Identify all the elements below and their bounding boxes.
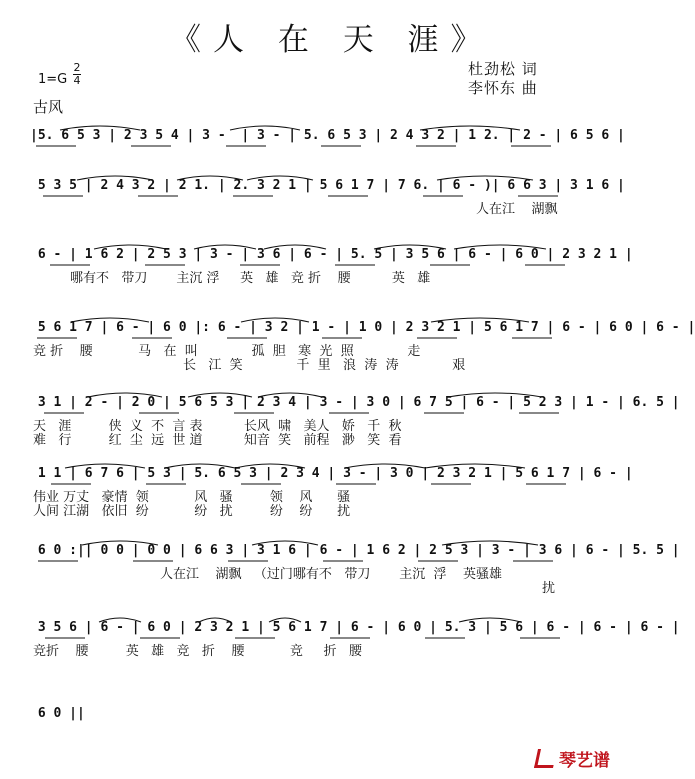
notation-marks [0, 247, 626, 287]
notation-marks [0, 543, 626, 583]
jianpu-notes: 6 - | 1 6 2 | 2 5 3 | 3 - | 3 6 | 6 - | 5. 5 | 3 5 6 | 6 - | 6 0 | 2 3 2 1 | [30, 247, 633, 262]
slur-mark [459, 618, 521, 622]
lyric-line: 人在江 湖飘 [476, 202, 558, 217]
staff-row [0, 395, 680, 448]
composer-credit: 李怀东 曲 [468, 79, 538, 97]
slur-mark [94, 245, 166, 249]
lyricist-credit: 杜劲松 词 [468, 60, 538, 78]
slur-mark [65, 464, 145, 468]
slur-mark [88, 393, 162, 397]
jianpu-notes: 6 0 :|| 0 0 | 0 0 | 6 6 3 | 3 1 6 | 6 - | 1 6 2 | 2 5 3 | 3 - | 3 6 | 6 - | 5. 5 | [30, 543, 680, 558]
style-marking: 古风 [33, 98, 64, 116]
slur-mark [442, 541, 538, 545]
slur-mark [264, 245, 326, 249]
slur-mark [199, 618, 231, 622]
staff-row [0, 706, 626, 746]
slur-mark [252, 541, 318, 545]
slur-mark [177, 176, 243, 180]
lyric-line: 长 江 笑 千 里 浪 涛 涛 艰 [183, 358, 466, 373]
lyric-line: 天 涯 侠 义 不 言 表 长风 啸 美人 娇 千 秋 [33, 419, 402, 434]
slur-mark [258, 393, 322, 397]
notation-marks [0, 178, 626, 218]
watermark-logo [536, 746, 610, 771]
staff-row [0, 466, 633, 519]
slur-mark [60, 126, 140, 130]
slur-mark [448, 393, 542, 397]
slur-mark [194, 245, 256, 249]
notation-marks [0, 620, 626, 660]
slur-mark [431, 318, 529, 322]
jianpu-notes: 5 3 5 | 2 4 3 2 | 2 1. | 2. 3 2 1 | 5 6 1 7 | 7 6. | 6 - )| 6 6 3 | 3 1 6 | [30, 178, 625, 193]
time-signature-top: 2 [73, 61, 81, 74]
staff-row [0, 128, 626, 168]
slur-mark [99, 618, 141, 622]
slur-mark [230, 126, 300, 130]
jianpu-notes: 1 1 | 6 7 6 | 5 3 | 5. 6 5 3 | 2 3 4 | 3 - | 3 0 | 2 3 2 1 | 5 6 1 7 | 6 - | [30, 466, 633, 481]
slur-mark [82, 541, 158, 545]
notation-marks [0, 320, 626, 360]
notation-marks [0, 466, 626, 506]
lyric-line: 竞 折 腰 马 在 叫 孤 胆 寒 光 照 走 [33, 344, 421, 359]
notation-marks [0, 706, 626, 746]
key-signature: 1=G [38, 72, 68, 87]
slur-mark [165, 464, 235, 468]
watermark-brand: 琴艺谱 [559, 751, 610, 771]
slur-mark [345, 464, 425, 468]
staff-row [0, 320, 695, 373]
lyric-line: 难 行 红 尘 远 世 道 知音 笑 前程 渺 笑 看 [33, 433, 402, 448]
slur-mark [247, 176, 313, 180]
slur-mark [437, 176, 533, 180]
slur-mark [71, 318, 149, 322]
jianpu-notes: |5. 6 5 3 | 2 3 5 4 | 3 - | 3 - | 5. 6 5 3 | 2 4 3 2 | 1 2. | 2 - | 6 5 6 | [30, 128, 625, 143]
time-signature-bottom: 4 [73, 74, 81, 87]
slur-mark [420, 126, 520, 130]
song-title: 《人 在 天 涯》 [170, 22, 494, 58]
slur-mark [235, 464, 305, 468]
lyric-line: 人在江 湖飘 （过门哪有不 带刀 主沉 浮 英骚雄 [160, 567, 503, 582]
slur-mark [241, 318, 309, 322]
lyric-line: 竞折 腰 英 雄 竞 折 腰 竞 折 腰 [33, 644, 362, 659]
lyric-line: 伟业 万丈 豪情 领 风 骚 领 风 骚 [33, 490, 351, 505]
slur-mark [269, 618, 301, 622]
slur-mark [425, 464, 525, 468]
staff-row [0, 543, 680, 596]
logo-mark-icon [534, 749, 557, 768]
lyric-line: 扰 [542, 581, 556, 596]
jianpu-notes: 3 1 | 2 - | 2 0 | 5 6 5 3 | 2 3 4 | 3 - | 3 0 | 6 7 5 | 6 - | 5 2 3 | 1 - | 6. 5 | [30, 395, 680, 410]
staff-row [0, 178, 626, 218]
slur-mark [454, 245, 546, 249]
notation-marks [0, 395, 626, 435]
lyric-line: 人间 江湖 依旧 纷 纷 扰 纷 纷 扰 [33, 504, 351, 519]
staff-row [0, 247, 633, 287]
slur-mark [374, 245, 446, 249]
jianpu-notes: 3 5 6 | 6 - | 6 0 | 2 3 2 1 | 5 6 1 7 | 6 - | 6 0 | 5. 3 | 5 6 | 6 - | 6 - | 6 - | [30, 620, 680, 635]
staff-row [0, 620, 680, 660]
slur-mark [188, 393, 252, 397]
time-signature [73, 62, 81, 87]
notation-marks [0, 128, 626, 168]
slur-mark [77, 176, 153, 180]
jianpu-notes: 5 6 1 7 | 6 - | 6 0 |: 6 - | 3 2 | 1 - | 1 0 | 2 3 2 1 | 5 6 1 7 | 6 - | 6 0 | 6 - | [30, 320, 695, 335]
jianpu-notes: 6 0 || [30, 706, 85, 721]
lyric-line: 哪有不 带刀 主沉 浮 英 雄 竞 折 腰 英 雄 [70, 271, 431, 286]
